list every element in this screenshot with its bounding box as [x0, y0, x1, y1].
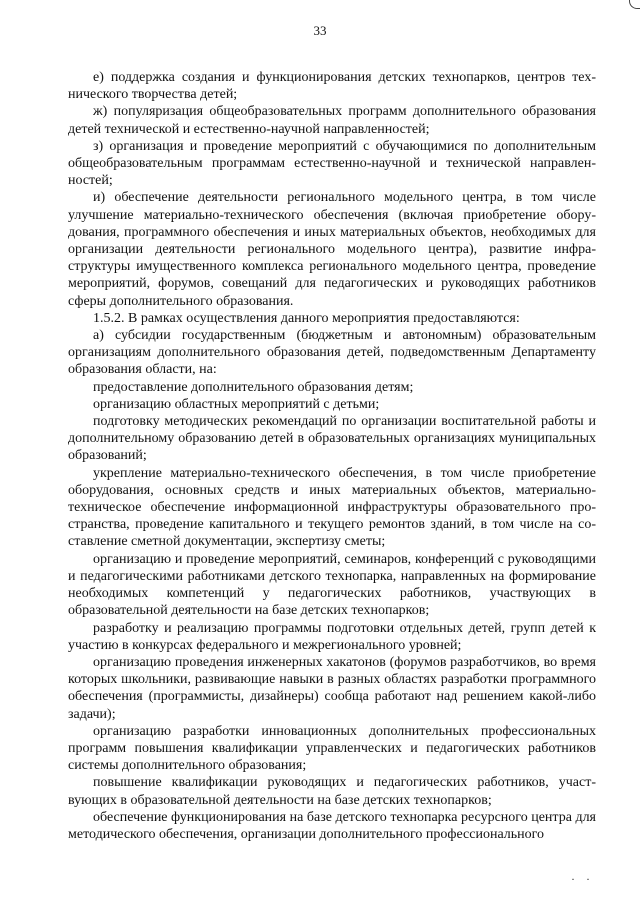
- paragraph-subitem: предоставление дополнительного образования детям;: [93, 379, 414, 395]
- paragraph-subitem: организацию разработки инновационных дополнительных профессиональных программ повышения квалификации управленческих и педагогических работников системы дополнительного образования;: [68, 723, 596, 774]
- document-body: [68, 69, 596, 843]
- paragraph-subitem: подготовку методических рекомендаций по организации воспитательной работы и дополнительному образованию детей в образовательных организациях муниципальных образований;: [68, 414, 596, 464]
- paragraph-subitem: обеспечение функционирования на базе детского технопарка ресурсного центра для методического обеспечения, организации дополнительного профессионального: [68, 809, 596, 842]
- paragraph-item-z: з) организация и проведение мероприятий с обучающимися по дополнительным общеобразовательным программам естественно-научной и технической направленностей;: [68, 138, 596, 189]
- page-number: 33: [313, 23, 327, 38]
- paragraph-item-zh: ж) популяризация общеобразовательных программ дополнительного образования детей технической и естественно-научной направленностей;: [68, 104, 596, 137]
- paragraph-item-e: е) поддержка создания и функционирования детских технопарков, центров технического творчества детей;: [68, 70, 596, 103]
- scan-artifact-mark: · ·: [571, 872, 594, 886]
- paragraph-subitem: организацию проведения инженерных хакатонов (форумов разработчиков, во время которых школьники, развивающие навыки в разных областях разработки программного обеспечения (программисты, дизайнеры) сообща работают над решением какой-либо задачи);: [68, 654, 596, 722]
- corner-scan-mark: [629, 0, 640, 9]
- paragraph-subitem: организацию областных мероприятий с детьми;: [93, 396, 380, 412]
- paragraph-subitem: разработку и реализацию программы подготовки отдельных детей, групп детей к участию в конкурсах федерального и межрегионального уровней;: [68, 620, 596, 653]
- paragraph-subitem: повышение квалификации руководящих и педагогических работников, участвующих в образовательной деятельности на базе детских технопарков;: [68, 775, 596, 808]
- paragraph-subitem: укрепление материально-технического обеспечения, в том числе приобретение оборудования, основных средств и иных материальных объектов, материально-техническое обеспечение информационной инфраструктуры образовательного пространства, проведение капитального и текущего ремонтов зданий, в том числе на составление сметной документации, экспертизу сметы;: [68, 465, 596, 550]
- paragraph-item-a: а) субсидии государственным (бюджетным и автономным) образовательным организациям дополнительного образования детей, подведомственным Департаменту образования области, на:: [68, 328, 596, 378]
- paragraph-subitem: организацию и проведение мероприятий, семинаров, конференций с руководящими и педагогическими работниками детского технопарка, направленных на формирование необходимых компетенций у педагогических работников, участвующих в образовательной деятельности на базе детских технопарков;: [68, 551, 596, 619]
- paragraph-item-i: и) обеспечение деятельности регионального модельного центра, в том числе улучшение материально-технического обеспечения (включая приобретение оборудования, программного обеспечения и иных материальных объектов, необходимых для организации деятельности регионального модельного центра), развитие инфраструктуры имущественного комплекса регионального модельного центра, проведение мероприятий, форумов, совещаний для педагогических и руководящих работников сферы дополнительного образования.: [68, 190, 596, 309]
- paragraph-section-1-5-2: 1.5.2. В рамках осуществления данного мероприятия предоставляются:: [93, 310, 520, 326]
